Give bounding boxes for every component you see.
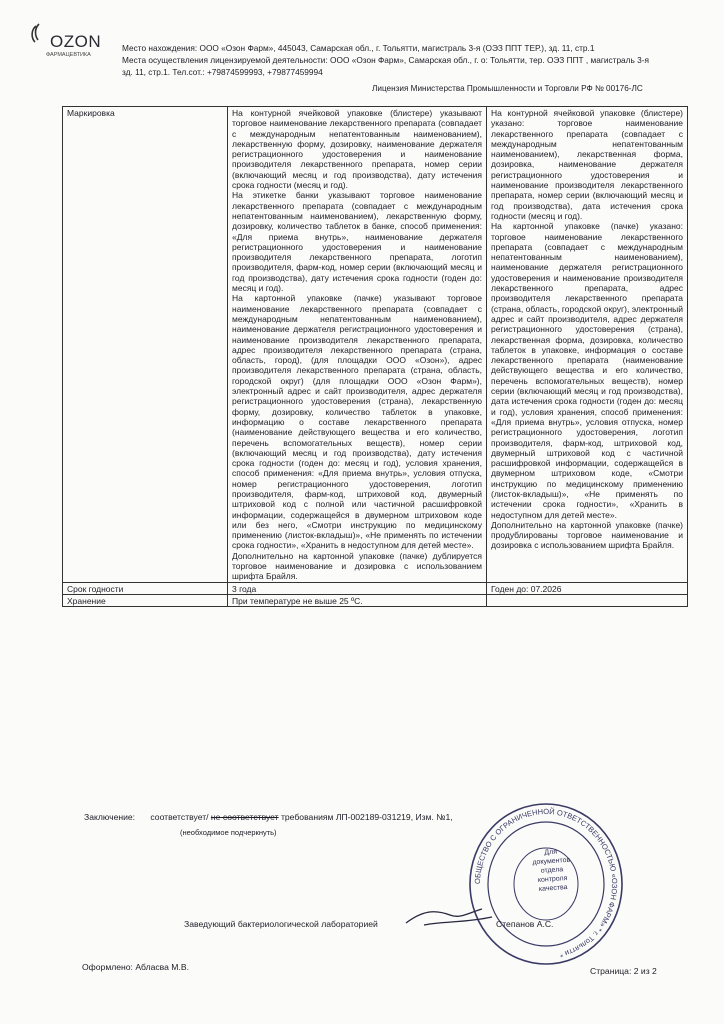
stamp-line: контроля xyxy=(537,874,568,885)
prepared-by: Оформлено: Абласва М.В. xyxy=(82,962,189,972)
result-paragraph: На картонной упаковке (пачке) указано: торговое наименование лекарственного препарата (совпадает с международным непатентованным наименованием), наименование держателя регистрационного удостоверения и наименование производителя лекарственного препарата, адрес производителя лекарственного препарата (страна, область, городской округ), электронный адрес и сайт производителя, адрес держателя регистрационного удостоверения (страна), лекарственная форма, дозировка, количество таблеток в упаковке, информация о составе лекарственного препарата (наименование действующего вещества и его количество, перечень вспомогательных веществ), номер серии (включающий месяц и год производства), дата истечения срока годности (годен до: месяц и год), условия хранения, способ применения: «Для приема внутрь», условия отпуска, номер регистрационного удостоверения, логотип производителя, фарм-код, штриховой код, двумерный штриховой код с частичной расшифровкой информации, содержащейся в двумерном штриховом коде, «Смотри инструкцию по медицинскому применению (листок-вкладыш)», «Не применять по истечении срока годности», «Хранить в недоступном для детей месте». xyxy=(491,221,683,520)
result-paragraph: На контурной ячейковой упаковке (блистере) указано: торговое наименование лекарственного препарата (совпадает с международным непатентованным наименованием), лекарственная форма, дозировка, наименование держателя регистрационного удостоверения и наименование производителя лекарственного препарата, номер серии (включающий месяц и год производства), дата истечения срока годности (месяц и год). xyxy=(491,108,683,221)
conclusion-line xyxy=(84,812,453,822)
result-paragraph: Дополнительно на картонной упаковке (пачке) продублированы торговое наименование и дозировка с использованием шрифта Брайля. xyxy=(491,519,683,551)
table-row-marking xyxy=(63,107,688,583)
conclusion-noncompliant: не соответствует xyxy=(210,812,279,822)
spec-cell-marking xyxy=(228,107,487,583)
license-line: Лицензия Министерства Промышленности и Торговли РФ № 00176-ЛС xyxy=(372,84,643,93)
result-cell-marking xyxy=(487,107,688,583)
spec-paragraph: Дополнительно на картонной упаковке (пачке) дублируется торговое наименование и дозировка с использованием шрифта Брайля. xyxy=(232,550,482,582)
conclusion-label: Заключение: xyxy=(84,812,136,822)
row-label-marking: Маркировка xyxy=(63,107,228,583)
underline-note: (необходимое подчеркнуть) xyxy=(180,828,277,837)
result-cell-storage xyxy=(487,594,688,606)
stamp-line: Для xyxy=(544,848,558,857)
stamp-line: документов xyxy=(532,856,571,867)
specification-table xyxy=(62,106,688,607)
table-row-shelf-life xyxy=(63,582,688,594)
conclusion-requirements: требованиям ЛП-002189-031219, Изм. №1, xyxy=(280,812,453,822)
stamp-center-text xyxy=(521,846,584,895)
header-activity-places: Места осуществления лицензируемой деятельности: ООО «Озон Фарм», Самарская обл., г. о: Тольятти, тер. ОЭЗ ППТ , магистраль 3-я xyxy=(122,55,650,65)
row-label-shelf-life: Срок годности xyxy=(63,582,228,594)
handwritten-signature xyxy=(404,903,496,929)
company-header xyxy=(122,42,702,78)
spec-paragraph: На контурной ячейковой упаковке (блистере) указывают торговое наименование лекарственного препарата (совпадает с международным непатентованным наименованием), лекарственную форму, дозировку, наименование держателя регистрационного удостоверения и наименование производителя лекарственного препарата, номер серии (включающий месяц и год производства), дату истечения срока годности (месяц и год). xyxy=(232,108,482,191)
header-contacts: зд. 11, стр.1. Тел.сот.: +79874599993, +79877459994 xyxy=(122,67,323,77)
spec-paragraph: На этикетке банки указывают торговое наименование лекарственного препарата (совпадает с международным непатентованным наименованием), лекарственную форму, дозировку, количество таблеток в банке, способ применения: «Для приема внутрь», наименование держателя регистрационного удостоверения и наименование производителя лекарственного препарата, логотип производителя, фарм-код, номер серии (включающий месяц и год производства), дату истечения срока годности (годен до: месяц и год). xyxy=(232,190,482,294)
stamp-ring-text: ОБЩЕСТВО С ОГРАНИЧЕННОЙ ОТВЕТСТВЕННОСТЬЮ «ОЗОН ФАРМ» * г. Тольятти * xyxy=(472,806,620,960)
spec-cell-storage: При температуре не выше 25 ºС. xyxy=(228,594,487,606)
logo-name: OZON xyxy=(50,32,102,51)
company-logo xyxy=(30,22,110,56)
head-of-lab-label: Заведующий бактериологической лабораторией xyxy=(184,919,378,929)
table-row-storage xyxy=(63,594,688,606)
result-cell-shelf-life: Годен до: 07.2026 xyxy=(487,582,688,594)
stamp-line: отдела xyxy=(540,866,564,875)
stamp-line: качества xyxy=(538,883,568,893)
header-address: Место нахождения: ООО «Озон Фарм», 445043, Самарская обл., г. Тольятти, магистраль 3-я (ОЭЗ ППТ ТЕР.), зд. 11, стр.1 xyxy=(122,43,595,53)
spec-paragraph: На картонной упаковке (пачке) указывают торговое наименование лекарственного препарата (совпадает с международным непатентованным наименованием), наименование держателя регистрационного удостоверения и наименование производителя лекарственного препарата, адрес производителя лекарственного препарата (страна, область, город), (для площадки ООО «Озон»), адрес производителя лекарственного препарата (страна, область, городской округ) (для площадки ООО «Озон Фарм»), электронный адрес и сайт производителя, адрес держателя регистрационного удостоверения (страна), лекарственную форму, дозировку, количество таблеток в упаковке, информацию о составе лекарственного препарата (наименование действующего вещества и его количество, перечень вспомогательных веществ), номер серии (включающий месяц и год производства), дату истечения срока годности (годен до: месяц и год), условия хранения, способ применения: «Для приема внутрь», условия отпуска, номер регистрационного удостоверения, логотип производителя, фарм-код, штриховой код, двумерный штриховой код с полной или частичной расшифровкой информации, содержащейся в двумерном штриховом коде или без него, «Смотри инструкцию по медицинскому применению (листок-вкладыш)», «Не применять по истечении срока годности», «Хранить в недоступном для детей месте». xyxy=(232,293,482,551)
logo-subtitle: ФАРМАЦЕВТИКА xyxy=(46,52,91,58)
row-label-storage: Хранение xyxy=(63,594,228,606)
spec-cell-shelf-life: 3 года xyxy=(228,582,487,594)
signer-name: Степанов А.С. xyxy=(496,919,554,929)
conclusion-compliant: соответствует/ xyxy=(150,812,209,822)
page-number: Страница: 2 из 2 xyxy=(590,966,657,976)
